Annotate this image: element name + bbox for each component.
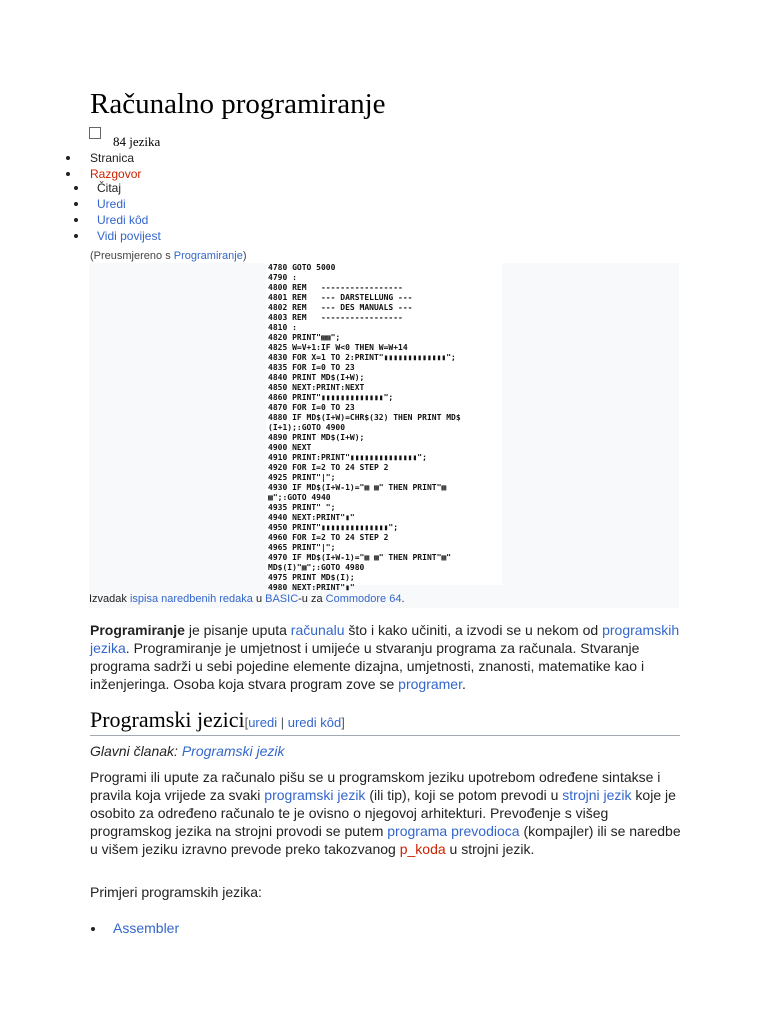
code-line: MD$(I)"▩";:GOTO 4980 xyxy=(268,563,365,572)
code-listing xyxy=(266,263,502,593)
action-read[interactable]: Čitaj xyxy=(0,180,161,196)
link-strojni-jezik[interactable]: strojni jezik xyxy=(562,787,632,803)
hatnote-link[interactable]: Programski jezik xyxy=(181,743,285,759)
link-racunalu[interactable]: računalu xyxy=(290,622,345,638)
code-line: 4820 PRINT"▩▩"; xyxy=(268,333,341,342)
code-line: 4970 IF MD$(I+W-1)="▩ ▩" THEN PRINT"▩" xyxy=(268,553,452,562)
code-line: 4801 REM --- DARSTELLUNG --- xyxy=(268,293,413,302)
code-line: (I+1);:GOTO 4900 xyxy=(268,423,346,432)
caption-link-c64[interactable]: Commodore 64 xyxy=(325,593,402,605)
code-line: 4965 PRINT"|"; xyxy=(268,543,336,552)
code-line: 4925 PRINT"|"; xyxy=(268,473,336,482)
thumbnail-figure xyxy=(89,263,679,608)
code-line: 4860 PRINT"▮▮▮▮▮▮▮▮▮▮▮▮▮"; xyxy=(268,393,394,402)
code-line: 4910 PRINT:PRINT"▮▮▮▮▮▮▮▮▮▮▮▮▮▮"; xyxy=(268,453,427,462)
caption-link-basic[interactable]: BASIC xyxy=(265,593,299,605)
section-edit-links: [uredi | uredi kôd] xyxy=(244,715,345,730)
code-line: 4880 IF MD$(I+W)=CHR$(32) THEN PRINT MD$ xyxy=(268,413,461,422)
code-line: 4780 GOTO 5000 xyxy=(268,263,336,272)
code-line: 4810 : xyxy=(268,323,297,332)
code-line: 4802 REM --- DES MANUALS --- xyxy=(268,303,413,312)
code-line: 4825 W=V+1:IF W<0 THEN W=W+14 xyxy=(268,343,408,352)
redirect-notice: (Preusmjereno s Programiranje) xyxy=(90,250,247,262)
redirect-link[interactable]: Programiranje xyxy=(173,250,243,262)
language-count[interactable]: 84 jezika xyxy=(113,134,161,149)
caption-link-listing[interactable]: ispisa naredbenih redaka xyxy=(129,593,253,605)
namespace-tabs xyxy=(0,150,141,182)
list-item xyxy=(0,919,179,937)
tab-page[interactable]: Stranica xyxy=(0,150,141,166)
link-programskih-jezika[interactable]: programskih jezika xyxy=(90,622,680,656)
action-edit[interactable]: Uredi xyxy=(0,196,161,212)
code-line: 4790 : xyxy=(268,273,297,282)
code-line: 4935 PRINT" "; xyxy=(268,503,336,512)
code-line: 4803 REM ----------------- xyxy=(268,313,403,322)
code-line: 4835 FOR I=0 TO 23 xyxy=(268,363,355,372)
basic-code-image[interactable] xyxy=(266,263,502,592)
code-line: 4800 REM ----------------- xyxy=(268,283,403,292)
link-programer[interactable]: programer xyxy=(398,676,462,692)
language-checkbox[interactable] xyxy=(89,127,101,139)
code-line: 4975 PRINT MD$(I); xyxy=(268,573,355,582)
examples-list xyxy=(0,919,179,937)
link-p-koda[interactable]: p_koda xyxy=(399,841,446,857)
edit-section-source-link[interactable]: uredi kôd xyxy=(287,715,342,730)
code-line: 4840 PRINT MD$(I+W); xyxy=(268,373,365,382)
section-heading: Programski jezici[uredi | uredi kôd] xyxy=(90,707,680,736)
link-programski-jezik[interactable]: programski jezik xyxy=(264,787,366,803)
code-line: 4930 IF MD$(I+W-1)="▩ ▩" THEN PRINT"▩ xyxy=(268,483,447,492)
figure-caption: Izvadak ispisa naredbenih redaka u BASIC-u za Commodore 64. xyxy=(89,593,405,605)
edit-section-link[interactable]: uredi xyxy=(248,715,278,730)
intro-paragraph: Programiranje je pisanje uputa računalu što i kako učiniti, a izvodi se u nekom od programskih jezika. Programiranje je umjetnost i umijeće u stvaranju programa za računala. Stvaranje programa sadrži u sebi pojedine elemente dizajna, umjetnosti, znanosti, matematike kao i inženjeringa. Osoba koja stvara program zove se programer. xyxy=(90,622,680,692)
action-history[interactable]: Vidi povijest xyxy=(0,228,161,244)
code-line: 4940 NEXT:PRINT"▮" xyxy=(268,513,355,522)
link-programa-prevodioca[interactable]: programa prevodioca xyxy=(387,823,520,839)
code-line: 4830 FOR X=1 TO 2:PRINT"▮▮▮▮▮▮▮▮▮▮▮▮▮"; xyxy=(268,353,456,362)
page-title: Računalno programiranje xyxy=(90,88,386,120)
page-actions xyxy=(0,180,161,244)
code-line: 4850 NEXT:PRINT:NEXT xyxy=(268,383,365,392)
action-edit-source[interactable]: Uredi kôd xyxy=(0,212,161,228)
code-line: 4960 FOR I=2 TO 24 STEP 2 xyxy=(268,533,389,542)
examples-intro: Primjeri programskih jezika: xyxy=(90,884,262,900)
code-line: 4950 PRINT"▮▮▮▮▮▮▮▮▮▮▮▮▮▮"; xyxy=(268,523,399,532)
code-line: 4870 FOR I=0 TO 23 xyxy=(268,403,355,412)
code-line: 4980 NEXT:PRINT"▮" xyxy=(268,583,355,592)
code-line: 4900 NEXT xyxy=(268,443,312,452)
code-line: 4920 FOR I=2 TO 24 STEP 2 xyxy=(268,463,389,472)
tab-talk[interactable]: Razgovor xyxy=(0,166,141,182)
link-assembler[interactable]: Assembler xyxy=(113,920,180,936)
code-line: 4890 PRINT MD$(I+W); xyxy=(268,433,365,442)
body-paragraph: Programi ili upute za računalo pišu se u programskom jeziku upotrebom određene sintakse i pravila koja vrijede za svaki programski jezik (ili tip), koji se potom prevodi u strojni jezik koje je osobito za određeno računalo te je ovisno o njegovoj arhitekturi. Prevođenje s višeg programskog jezika na strojni provodi se putem programa prevodioca (kompajler) ili se naredbe u višem jeziku izravno prevode preko takozvanog p_koda u strojni jezik. xyxy=(90,769,681,857)
hatnote: Glavni članak: Programski jezik xyxy=(90,743,285,759)
code-line: ▩";:GOTO 4940 xyxy=(268,493,331,502)
